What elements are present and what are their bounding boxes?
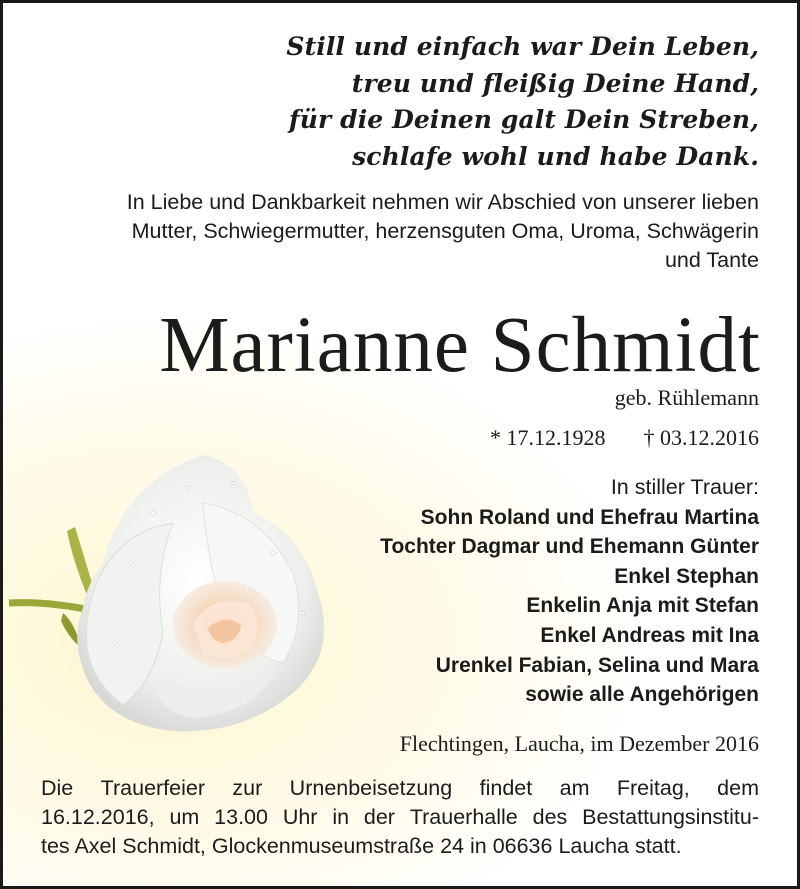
poem xyxy=(199,29,759,175)
mourners-heading: In stiller Trauer: xyxy=(610,475,759,499)
mourner: Enkel Andreas mit Ina xyxy=(540,623,759,647)
word: Uhr xyxy=(282,805,318,829)
mourner: Urenkel Fabian, Selina und Mara xyxy=(435,653,759,677)
word: 16.12.2016, xyxy=(41,805,155,829)
death-date: † 03.12.2016 xyxy=(643,425,759,450)
word: Die xyxy=(41,776,74,800)
word: um xyxy=(169,805,200,829)
mourners-list xyxy=(299,473,759,710)
word: dem xyxy=(717,776,759,800)
word: Bestattungsinstitu- xyxy=(582,805,759,829)
mourner: Enkel Stephan xyxy=(614,564,759,588)
word: des xyxy=(532,805,568,829)
word: Trauerhalle xyxy=(409,805,518,829)
word: 13.00 xyxy=(214,805,268,829)
intro-text xyxy=(41,188,759,275)
intro-line: Mutter, Schwiegermutter, herzensguten Oma, Uroma, Schwägerin xyxy=(131,219,759,243)
funeral-line: tes Axel Schmidt, Glockenmuseumstraße 24 in 06636 Laucha statt. xyxy=(41,834,682,858)
funeral-line xyxy=(41,774,759,803)
word: am xyxy=(559,776,590,800)
life-dates xyxy=(490,423,759,453)
place-and-date: Flechtingen, Laucha, im Dezember 2016 xyxy=(399,731,759,756)
funeral-line xyxy=(41,803,759,832)
poem-line: treu und fleißig Deine Hand, xyxy=(351,68,759,98)
word: findet xyxy=(479,776,533,800)
poem-line: für die Deinen galt Dein Streben, xyxy=(288,105,759,134)
deceased-name: Marianne Schmidt xyxy=(159,302,761,389)
word: Freitag, xyxy=(616,776,690,800)
poem-line: schlafe wohl und habe Dank. xyxy=(352,141,759,171)
mourner: Sohn Roland und Ehefrau Martina xyxy=(420,505,759,529)
white-rose-icon xyxy=(3,443,343,743)
word: in xyxy=(332,805,350,829)
mourner: Tochter Dagmar und Ehemann Günter xyxy=(380,535,759,559)
poem-line: Still und einfach war Dein Leben, xyxy=(286,32,759,61)
word: Urnenbeisetzung xyxy=(289,776,453,800)
birth-date: * 17.12.1928 xyxy=(490,425,606,450)
mourner: Enkelin Anja mit Stefan xyxy=(526,594,759,618)
maiden-name: geb. Rühlemann xyxy=(614,385,759,410)
mourner: sowie alle Angehörigen xyxy=(525,683,759,707)
word: Trauerfeier xyxy=(100,776,206,800)
intro-line: In Liebe und Dankbarkeit nehmen wir Abschied von unserer lieben xyxy=(126,190,759,214)
intro-line: und Tante xyxy=(664,248,759,272)
word: zur xyxy=(232,776,263,800)
word: der xyxy=(363,805,395,829)
funeral-info xyxy=(41,774,759,861)
